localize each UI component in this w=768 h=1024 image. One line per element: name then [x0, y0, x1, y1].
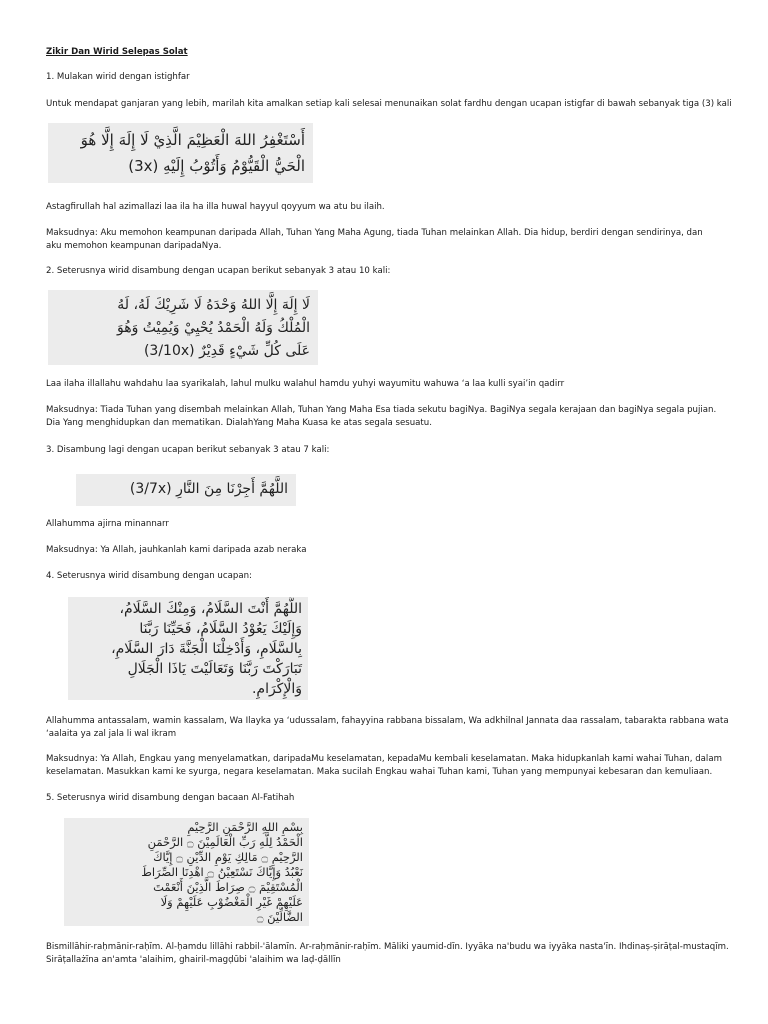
section-4-meaning: Maksudnya: Ya Allah, Engkau yang menyelamatkan, daripadaMu keselamatan, kepadaMu kembali keselamatan. Maka hidupkanlah kami wahai Tuhan, dalam keselamatan. Masukkan kami ke syurga, negara keselamatan. Maka sucilah Engkau wahai Tuhan kami, Tuhan yang mempunyai kebesaran dan kemuliaan. — [46, 754, 722, 777]
arabic-line: وَالْإِكْرَامِ. — [251, 681, 302, 697]
section-1-intro: Untuk mendapat ganjaran yang lebih, marilah kita amalkan setiap kali selesai menunaikan solat fardhu dengan ucapan istigfar di bawah sebanyak tiga (3) kali — [46, 99, 732, 109]
arabic-line: عَلَى كُلِّ شَيْءٍ قَدِيْرٌ (3/10x) — [143, 343, 310, 359]
arabic-line: بِالسَّلَامِ، وَأَدْخِلْنَا الْجَنَّةَ دَارَ السَّلَامِ، — [111, 641, 302, 657]
section-4-heading: 4. Seterusnya wirid disambung dengan ucapan: — [46, 571, 252, 581]
arabic-line: لَا إِلَهَ إِلَّا اللهُ وَحْدَهُ لَا شَرِيْكَ لَهُ، لَهُ — [117, 297, 310, 313]
arabic-line: تَبَارَكْتَ رَبَّنَا وَتَعَالَيْتَ يَاذَا الْجَلَالِ — [127, 661, 302, 677]
section-5-transliteration: Bismillāhir-raḥmānir-raḥīm. Al-ḥamdu lillāhi rabbil-'ālamīn. Ar-raḥmānir-raḥīm. Māliki yaumid-dīn. Iyyāka na'budu wa iyyāka nasta'īn. Ihdinaṣ-ṣirāṭal-mustaqīm. Sirāṭallażīna an'amta 'alaihim, ghairil-magḍūbi 'alaihim wa laḍ-ḍāllīn — [46, 942, 729, 965]
section-3-meaning: Maksudnya: Ya Allah, jauhkanlah kami daripada azab neraka — [46, 545, 307, 555]
arabic-line: الْمُسْتَقِيْمَ ۝ صِرَاطَ الَّذِيْنَ أَنْعَمْتَ — [153, 880, 303, 894]
arabic-line: وَإِلَيْكَ يَعُوْدُ السَّلَامُ، فَحَيِّنَا رَبَّنَا — [139, 621, 302, 637]
arabic-line: اللَّهُمَّ أَنْتَ السَّلَامُ، وَمِنْكَ السَّلَامُ، — [119, 601, 302, 617]
section-5-heading: 5. Seterusnya wirid disambung dengan bacaan Al-Fatihah — [46, 793, 295, 803]
arabic-line: نَعْبُدُ وَإِيَّاكَ نَسْتَعِيْنُ ۝ اهْدِنَا الصِّرَاطَ — [141, 865, 303, 879]
arabic-line: الضَّالِّيْنَ ۝ — [256, 910, 303, 924]
section-2-meaning: Maksudnya: Tiada Tuhan yang disembah melainkan Allah, Tuhan Yang Maha Esa tiada sekutu bagiNya. BagiNya segala kerajaan dan bagiNya segala pujian. Dia Yang menghidupkan dan mematikan. DialahYang Maha Kuasa ke atas segala sesuatu. — [46, 405, 717, 428]
section-1-arabic-text — [48, 123, 313, 183]
section-5-arabic-text — [64, 818, 309, 926]
section-4-arabic-text — [68, 597, 308, 700]
section-2-heading: 2. Seterusnya wirid disambung dengan ucapan berikut sebanyak 3 atau 10 kali: — [46, 266, 391, 276]
section-3-heading: 3. Disambung lagi dengan ucapan berikut sebanyak 3 atau 7 kali: — [46, 445, 330, 455]
section-2-arabic-text — [48, 290, 318, 365]
page-title: Zikir Dan Wirid Selepas Solat — [46, 47, 188, 57]
section-1-transliteration: Astagfirullah hal azimallazi laa ila ha illa huwal hayyul qoyyum wa atu bu ilaih. — [46, 202, 385, 212]
arabic-line: الْحَيُّ الْقَيُّوْمُ وَأَتُوْبُ إِلَيْهِ (3x) — [128, 157, 305, 175]
arabic-line: الْحَمْدُ لِلَّهِ رَبِّ الْعَالَمِيْنَ ۝ الرَّحْمَنِ — [147, 835, 303, 849]
section-3-transliteration: Allahumma ajirna minannarr — [46, 519, 169, 529]
section-1-heading: 1. Mulakan wirid dengan istighfar — [46, 72, 190, 82]
arabic-line: الْمُلْكُ وَلَهُ الْحَمْدُ يُحْيِيْ وَيُمِيْتُ وَهُوَ — [116, 320, 310, 336]
arabic-line: الرَّحِيْمِ ۝ مَالِكِ يَوْمِ الدِّيْنِ ۝ إِيَّاكَ — [153, 850, 303, 864]
section-4-transliteration: Allahumma antassalam, wamin kassalam, Wa Ilayka ya ‘udussalam, fahayyina rabbana bissalam, Wa adkhilnal Jannata daa rassalam, tabarakta rabbana wata ‘aalaita ya zal jala li wal ikram — [46, 716, 729, 739]
arabic-line: اللَّهُمَّ أَجِرْنَا مِنَ النَّارِ (3/7x) — [129, 481, 288, 497]
arabic-line: عَلَيْهِمْ غَيْرِ الْمَغْضُوْبِ عَلَيْهِمْ وَلَا — [160, 895, 303, 909]
arabic-line: أَسْتَغْفِرُ اللهَ الْعَظِيْمَ الَّذِيْ لَا إِلَهَ إِلَّا هُوَ — [80, 131, 305, 149]
section-2-transliteration: Laa ilaha illallahu wahdahu laa syarikalah, lahul mulku walahul hamdu yuhyi wayumitu wahuwa ‘a laa kulli syai’in qadirr — [46, 379, 565, 389]
section-1-meaning: Maksudnya: Aku memohon keampunan daripada Allah, Tuhan Yang Maha Agung, tiada Tuhan melainkan Allah. Dia hidup, berdiri dengan sendirinya, dan aku memohon keampunan daripadaNya. — [46, 228, 703, 251]
section-3-arabic-text — [76, 474, 296, 506]
arabic-line: بِسْمِ اللهِ الرَّحْمَنِ الرَّحِيْمِ — [187, 820, 303, 834]
